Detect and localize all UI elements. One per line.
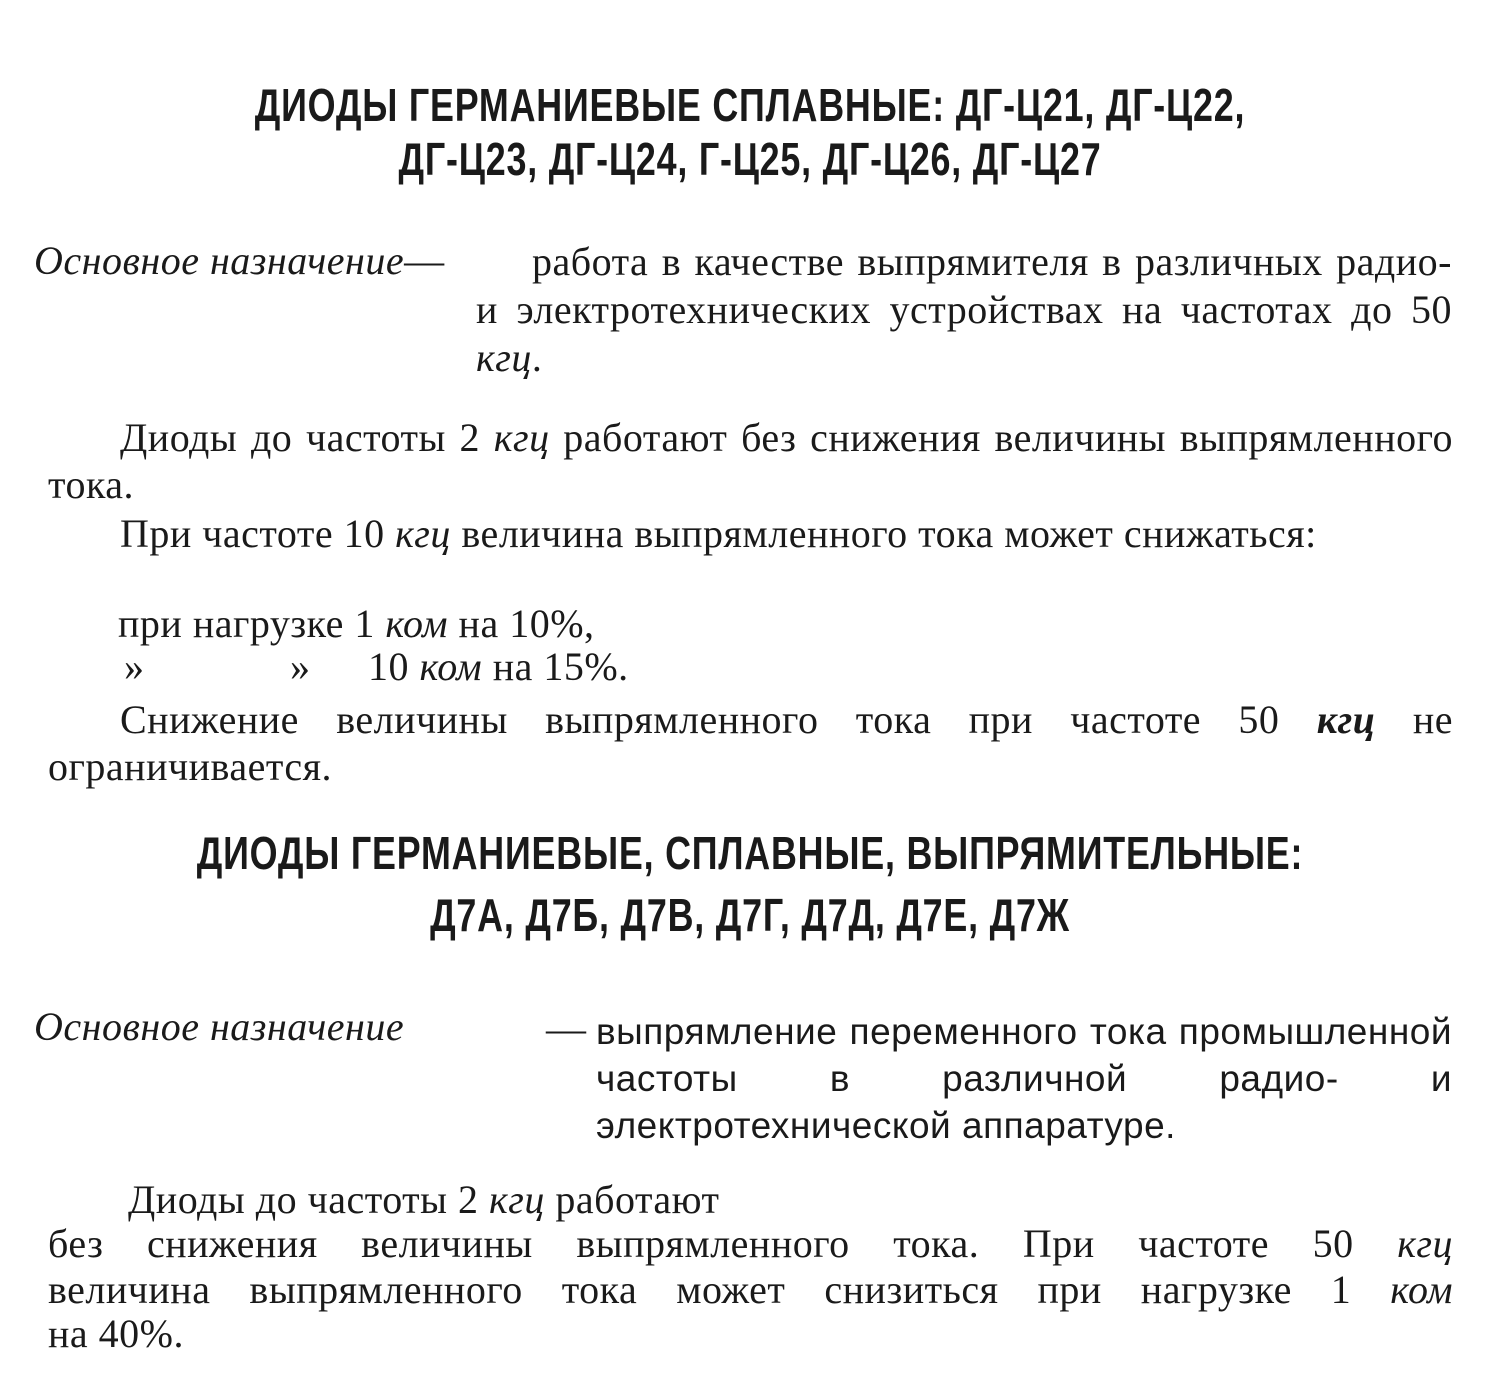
section1-purpose-label: Основное назначение: [34, 238, 405, 283]
section2-purpose-label: Основное назначение: [34, 1004, 405, 1049]
section2-heading-line2: Д7А, Д7Б, Д7В, Д7Г, Д7Д, Д7Е, Д7Ж: [430, 889, 1070, 941]
section1-load2-ditto2: »: [290, 644, 311, 689]
section2-p1-start: Диоды до частоты 2: [128, 1177, 479, 1222]
section1-load-line-2: [368, 643, 629, 690]
section1-paragraph-3: [48, 696, 1453, 790]
section1-load-line-1: [118, 600, 595, 647]
section1-purpose-label-row: [34, 236, 445, 286]
section1-p1-end: работают без снижения величины выпрямленного тока.: [48, 415, 1454, 507]
section2-purpose-block: [596, 1008, 1452, 1149]
section1-load-line-2-ditto-a: [124, 643, 145, 690]
section1-p1-unit: кгц: [493, 415, 550, 460]
section1-load1-unit: ком: [385, 601, 449, 646]
section2-p1-line2: [48, 1220, 1453, 1267]
section1-purpose-end: .: [531, 335, 543, 380]
section2-p1-line3-text: величина выпрямленного тока может снизиться при нагрузке 1: [48, 1267, 1352, 1312]
section1-purpose-unit: кгц: [476, 335, 532, 380]
section1-heading-line2: ДГ-Ц23, ДГ-Ц24, Г-Ц25, ДГ-Ц26, ДГ-Ц27: [398, 133, 1102, 185]
section2-purpose-text: выпрямление переменного тока промышленной частоты в различной радио- и электротехнической аппаратуре.: [596, 1011, 1452, 1146]
section1-p3-end: не ограничивается.: [48, 697, 1454, 789]
section2-p1-unit3: ком: [1390, 1267, 1453, 1312]
section2-p1-line3: [48, 1266, 1453, 1313]
section1-heading-line1: ДИОДЫ ГЕРМАНИЕВЫЕ СПЛАВНЫЕ: ДГ-Ц21, ДГ-Ц22,: [254, 79, 1246, 131]
section2-p1-line4-text: на 40%.: [48, 1311, 184, 1356]
section2-p1-unit2: кгц: [1397, 1221, 1454, 1266]
section1-load1-end: на 10%,: [458, 601, 595, 646]
section2-purpose-dash: —: [546, 1006, 587, 1051]
section1-p2-end: величина выпрямленного тока может снижаться:: [461, 511, 1317, 556]
section1-load1-start: при нагрузке 1: [118, 601, 375, 646]
section1-p1-start: Диоды до частоты 2: [120, 415, 481, 460]
section1-purpose-dash: —: [404, 238, 445, 283]
section2-heading: [165, 826, 1335, 942]
section2-p1-line4: [48, 1310, 184, 1357]
section1-p2-unit: кгц: [395, 511, 451, 556]
section1-p2-start: При частоте 10: [120, 511, 385, 556]
section1-load2-unit: ком: [419, 644, 483, 689]
section2-purpose-dash-row: [546, 1004, 587, 1054]
section1-load2-ditto1: »: [124, 644, 145, 689]
section1-p3-unit: кгц: [1316, 697, 1376, 742]
section2-purpose-label-row: [34, 1002, 404, 1052]
section1-p3-start: Снижение величины выпрямленного тока при частоте 50: [120, 697, 1280, 742]
section2-p1-unit: кгц: [489, 1177, 545, 1222]
section1-paragraph-1: [48, 414, 1453, 508]
section1-heading: [165, 78, 1335, 186]
section1-purpose-text: работа в качестве выпрямителя в различных радио- и электротехнических устройствах на частотах до 50: [476, 239, 1452, 332]
section2-p1-mid: работают: [555, 1177, 720, 1222]
section2-p1-line1: [128, 1176, 720, 1223]
section1-load2-start: 10: [368, 644, 409, 689]
section2-heading-line1: ДИОДЫ ГЕРМАНИЕВЫЕ, СПЛАВНЫЕ, ВЫПРЯМИТЕЛЬНЫЕ:: [196, 827, 1304, 879]
section1-load2-end: на 15%.: [492, 644, 629, 689]
section1-purpose-block: [476, 238, 1452, 382]
section1-load-line-2-ditto-b: [290, 643, 311, 690]
section2-p1-line2-text: без снижения величины выпрямленного тока. При частоте 50: [48, 1221, 1354, 1266]
section1-paragraph-2: [48, 510, 1453, 557]
